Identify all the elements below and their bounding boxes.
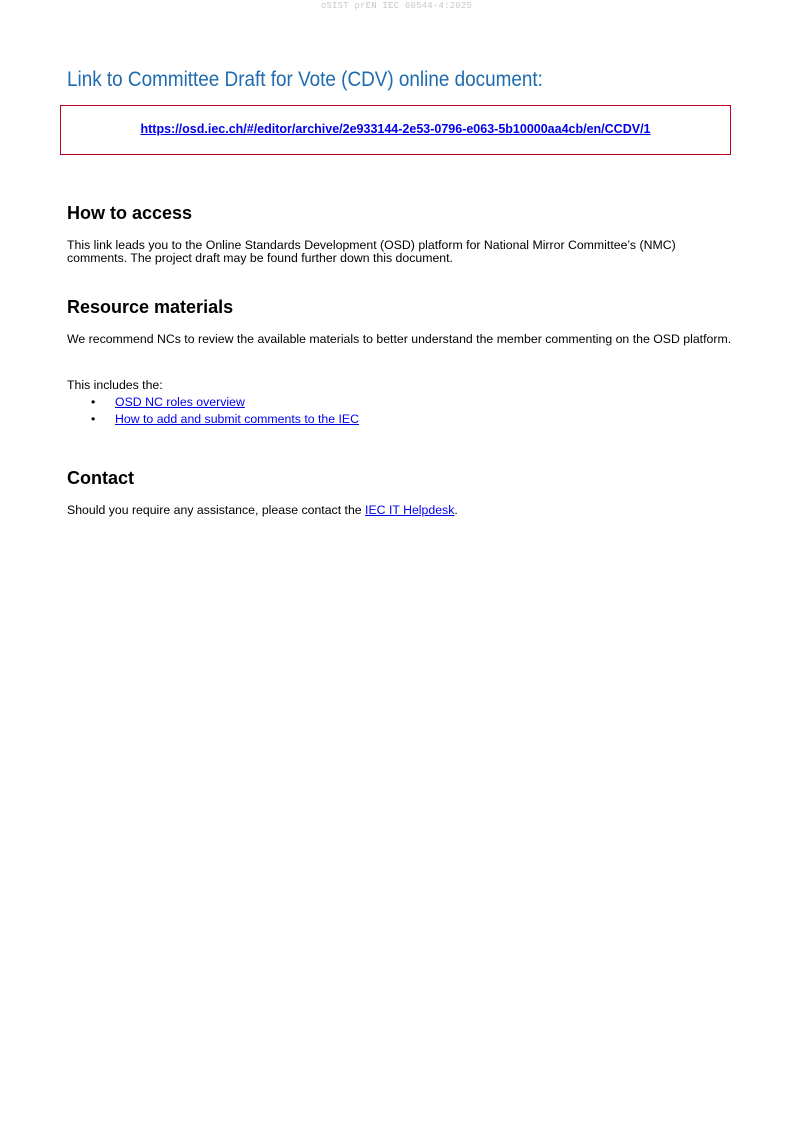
- resource-materials-text: We recommend NCs to review the available materials to better understand the member commenting on the OSD platform.: [67, 332, 732, 346]
- how-to-access-text: This link leads you to the Online Standards Development (OSD) platform for National Mirror Committee’s (NMC) comments. The project draft may be found further down this document.: [67, 238, 676, 265]
- iec-it-helpdesk-link[interactable]: IEC IT Helpdesk: [365, 503, 455, 517]
- osd-nc-roles-overview-link[interactable]: OSD NC roles overview: [115, 395, 245, 409]
- contact-text-suffix: .: [454, 503, 458, 517]
- cdv-link-box: [60, 105, 731, 155]
- cdv-document-link[interactable]: https://osd.iec.ch/#/editor/archive/2e933144-2e53-0796-e063-5b10000aa4cb/en/CCDV/1: [140, 122, 651, 136]
- list-item: [67, 394, 359, 411]
- add-submit-comments-link[interactable]: How to add and submit comments to the IEC: [115, 412, 360, 426]
- contact-heading: Contact: [67, 468, 134, 488]
- resource-links-list: [67, 394, 359, 428]
- includes-intro-text: This includes the:: [67, 378, 163, 392]
- document-watermark: oSIST prEN IEC 60544-4:2025: [320, 1, 473, 11]
- contact-text-prefix: Should you require any assistance, please contact the: [67, 503, 366, 517]
- how-to-access-heading: How to access: [67, 203, 193, 223]
- contact-text: [67, 504, 732, 517]
- bullet-icon: •: [91, 412, 96, 426]
- list-item: [67, 411, 359, 428]
- resource-materials-heading: Resource materials: [67, 297, 234, 317]
- bullet-icon: •: [91, 395, 96, 409]
- page-title: Link to Committee Draft for Vote (CDV) online document:: [67, 68, 543, 91]
